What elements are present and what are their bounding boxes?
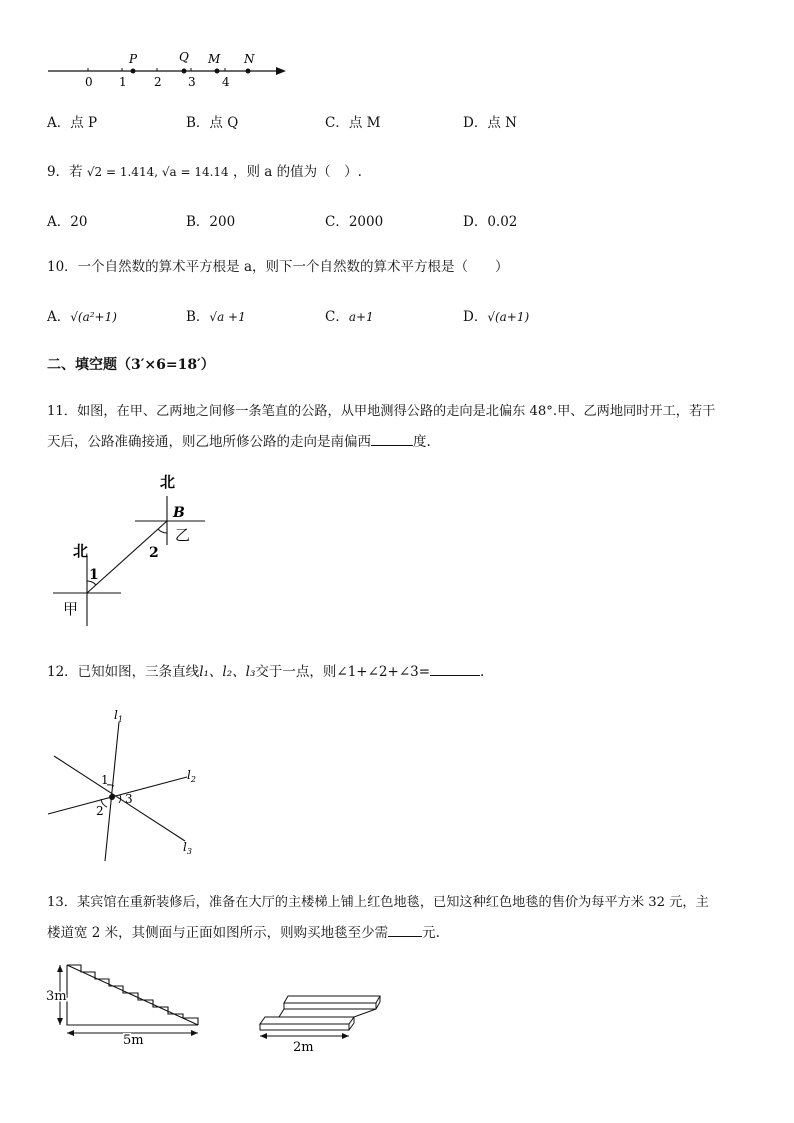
q13-line2 bbox=[47, 921, 440, 941]
fig12-label-l1: $l_1$ bbox=[114, 708, 123, 724]
point-q bbox=[182, 69, 187, 74]
tick-label-1: 1 bbox=[119, 75, 127, 89]
fig12-label-l2: $l_2$ bbox=[187, 768, 196, 784]
fig11-label-b: B bbox=[173, 505, 185, 521]
tick-label-4: 4 bbox=[222, 75, 230, 89]
fig12-angle-3: 3 bbox=[125, 792, 133, 806]
fig11-angle-2: 2 bbox=[149, 545, 159, 561]
tick-label-0: 0 bbox=[85, 75, 93, 89]
section-heading-fill-in: 二、填空题（3′×6=18′） bbox=[47, 357, 215, 373]
q10-option-b-label: B． bbox=[186, 309, 210, 325]
q10-option-d-expr: √(a+1) bbox=[487, 310, 530, 324]
q11-line2-prefix: 天后，公路准确接通，则乙地所修公路的走向是南偏西 bbox=[47, 434, 371, 450]
q13-side-view-figure bbox=[45, 958, 205, 1053]
q8-option-a: A．点 P bbox=[47, 115, 98, 131]
q12-middle: 交于一点，则∠1+∠2+∠3= bbox=[255, 664, 431, 680]
fig13-width-label: 2m bbox=[293, 1040, 314, 1055]
q8-option-c: C．点 M bbox=[325, 115, 381, 131]
q10-option-b bbox=[186, 305, 246, 325]
q10-option-b-expr: √a +1 bbox=[209, 310, 246, 324]
point-m bbox=[215, 69, 220, 74]
q12-figure bbox=[45, 703, 205, 863]
q9-prefix: 9．若 bbox=[47, 164, 83, 180]
fig12-angle-1: 1 bbox=[101, 773, 109, 787]
q11-line2-suffix: 度. bbox=[413, 434, 431, 450]
q9-option-b: B．200 bbox=[186, 214, 236, 230]
fig12-label-l3: $l_3$ bbox=[183, 840, 192, 856]
q10-option-c bbox=[325, 305, 374, 325]
fig12-angle-2: 2 bbox=[96, 804, 104, 818]
q8-option-b: B．点 Q bbox=[186, 115, 239, 131]
fig11-label-yi: 乙 bbox=[175, 526, 191, 544]
q9-question bbox=[47, 160, 362, 180]
q9-option-c: C．2000 bbox=[325, 214, 384, 230]
q11-line1: 11．如图，在甲、乙两地之间修一条笔直的公路，从甲地测得公路的走向是北偏东 48°.甲、乙两地同时开工，若干 bbox=[47, 404, 716, 419]
fig11-north-top: 北 bbox=[160, 473, 176, 491]
q10-option-c-label: C． bbox=[325, 309, 349, 325]
point-label-q: Q bbox=[179, 50, 189, 64]
point-n bbox=[246, 69, 251, 74]
q13-answer-blank[interactable] bbox=[388, 924, 422, 937]
q8-option-d: D．点 N bbox=[463, 115, 517, 131]
point-label-n: N bbox=[244, 52, 255, 66]
q9-option-a: A．20 bbox=[47, 214, 88, 230]
tick-label-3: 3 bbox=[188, 75, 196, 89]
q11-line2 bbox=[47, 430, 431, 450]
q11-answer-blank[interactable] bbox=[371, 433, 413, 446]
point-label-m: M bbox=[208, 52, 221, 66]
point-p bbox=[131, 69, 136, 74]
q9-expr: √2 = 1.414, √a = 14.14 bbox=[86, 165, 229, 179]
q11-figure bbox=[45, 468, 220, 633]
q12-question bbox=[47, 660, 484, 680]
q12-prefix: 12．已知如图，三条直线 bbox=[47, 664, 200, 680]
fig13-length-label: 5m bbox=[123, 1033, 144, 1048]
q10-option-a-expr: √(a²+1) bbox=[70, 310, 117, 324]
point-label-p: P bbox=[129, 52, 138, 66]
q9-option-d: D．0.02 bbox=[463, 214, 518, 230]
q12-suffix: . bbox=[480, 664, 485, 680]
number-line-figure bbox=[40, 48, 300, 90]
q12-lines: l₁、l₂、l₃ bbox=[199, 664, 256, 680]
q13-line1: 13．某宾馆在重新装修后，准备在大厅的主楼梯上铺上红色地毯，已知这种红色地毯的售价为每平方米 32 元，主 bbox=[47, 895, 709, 910]
q10-option-a-label: A． bbox=[47, 309, 71, 325]
q13-line2-suffix: 元. bbox=[422, 925, 440, 941]
q9-suffix: ，则 a 的值为（ ）. bbox=[232, 164, 362, 180]
tick-label-2: 2 bbox=[154, 75, 162, 89]
fig11-label-jia: 甲 bbox=[63, 600, 79, 618]
q13-line2-prefix: 楼道宽 2 米，其侧面与正面如图所示，则购买地毯至少需 bbox=[47, 925, 389, 941]
fig11-north-bottom: 北 bbox=[73, 542, 89, 560]
fig13-height-label: 3m bbox=[46, 989, 67, 1004]
q10-option-d-label: D． bbox=[463, 309, 488, 325]
q13-front-view-figure bbox=[255, 988, 385, 1058]
q10-question: 10．一个自然数的算术平方根是 a，则下一个自然数的算术平方根是（ ） bbox=[47, 259, 509, 275]
fig11-angle-1: 1 bbox=[89, 567, 99, 583]
q10-option-c-expr: a+1 bbox=[348, 310, 374, 324]
q10-option-a bbox=[47, 305, 117, 325]
q10-option-d bbox=[463, 305, 529, 325]
q12-answer-blank[interactable] bbox=[430, 663, 480, 676]
